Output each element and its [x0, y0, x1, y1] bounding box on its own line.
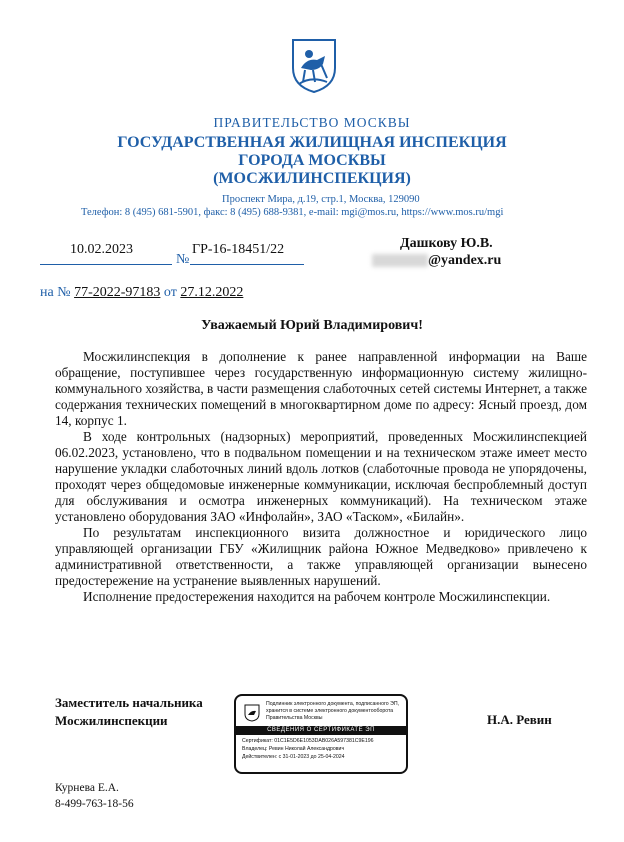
- government-name: ПРАВИТЕЛЬСТВО МОСКВЫ: [213, 115, 411, 130]
- signer-position-line2: Мосжилинспекции: [55, 713, 168, 728]
- letter-body: [55, 349, 587, 605]
- salutation: Уважаемый Юрий Владимирович!: [201, 318, 423, 333]
- executor: [55, 780, 134, 812]
- reference-line: [40, 285, 243, 301]
- paragraph: Исполнение предостережения находится на рабочем контроле Мосжилинспекции.: [83, 589, 551, 604]
- executor-phone: 8-499-763-18-56: [55, 798, 134, 810]
- paragraph: По результатам инспекционного визита должностное и юридического лицо управляющей организации ГБУ «Жилищник района Южное Медведково» привлечено к административной ответственности, а также управляющей организации вынесено предостережение на устранение выявленных нарушений.: [55, 525, 587, 588]
- inspection-name-line3: (МОСЖИЛИНСПЕКЦИЯ): [213, 170, 411, 187]
- signer-name: Н.А. Ревин: [487, 712, 552, 727]
- recipient-name: Дашкову Ю.В.: [400, 236, 493, 251]
- signer-position-line1: Заместитель начальника: [55, 695, 203, 710]
- document-date: 10.02.2023: [70, 242, 133, 257]
- recipient-email-domain: @yandex.ru: [428, 253, 502, 268]
- recipient-email: [372, 253, 501, 269]
- moscow-coat-of-arms-icon: [291, 38, 337, 94]
- contacts: Телефон: 8 (495) 681-5901, факс: 8 (495) 688-9381, e-mail: mgi@mos.ru, https://www.mos.ru/mgi: [81, 207, 504, 218]
- number-label: №: [176, 252, 190, 267]
- inspection-name-line1: ГОСУДАРСТВЕННАЯ ЖИЛИЩНАЯ ИНСПЕКЦИЯ: [117, 134, 507, 151]
- reference-from: от: [163, 285, 177, 300]
- stamp-validity: Действителен: с 31-01-2023 до 25-04-2024: [242, 754, 345, 760]
- inspection-name-line2: ГОРОДА МОСКВЫ: [238, 152, 386, 169]
- e-signature-stamp: [234, 694, 408, 774]
- stamp-band: СВЕДЕНИЯ О СЕРТИФИКАТЕ ЭП: [236, 726, 406, 735]
- stamp-emblem-icon: [244, 704, 260, 727]
- stamp-owner: Владелец: Ревин Николай Александрович: [242, 746, 345, 752]
- executor-name: Курнева Е.А.: [55, 782, 119, 794]
- date-underline: [40, 264, 172, 265]
- number-underline: [190, 264, 304, 265]
- address: Проспект Мира, д.19, стр.1, Москва, 129090: [222, 194, 420, 205]
- paragraph: В ходе контрольных (надзорных) мероприятий, проведенных Мосжилинспекцией 06.02.2023, установлено, что в подвальном помещении и на техническом этаже имеет место нарушение укладки слаботочных линий вдоль лотков (слаботочные провода не упорядочены, проходят через общедомовые инженерные коммуникации, исключая беспроблемный доступ для обслуживания и осмотра инженерных коммуникаций). На техническом этаже установлено оборудования ЗАО «Инфолайн», ЗАО «Таском», «Билайн».: [55, 429, 587, 524]
- document-number: ГР-16-18451/22: [192, 242, 285, 257]
- reference-date: 27.12.2022: [180, 285, 244, 300]
- stamp-text: Подлинник электронного документа, подписанного ЭП, хранится в системе электронного документооборота Правительства Москвы: [266, 701, 400, 721]
- reference-number: 77-2022-97183: [74, 285, 161, 300]
- paragraph: Мосжилинспекция в дополнение к ранее направленной информации на Ваше обращение, поступившее через государственную информационную систему жилищно-коммунального хозяйства, в части размещения слаботочных сетей системы Интернет, а также содержания технических помещений в многоквартирном доме по адресу: Ясный проезд, дом 14, корпус 1.: [55, 349, 587, 428]
- stamp-certificate: Сертификат: 01C1E5D6E1053DAB026A597381C9E196: [242, 738, 374, 744]
- redacted-email-user: [372, 254, 428, 267]
- reference-prefix: на №: [40, 285, 71, 300]
- signer-position: [55, 694, 203, 730]
